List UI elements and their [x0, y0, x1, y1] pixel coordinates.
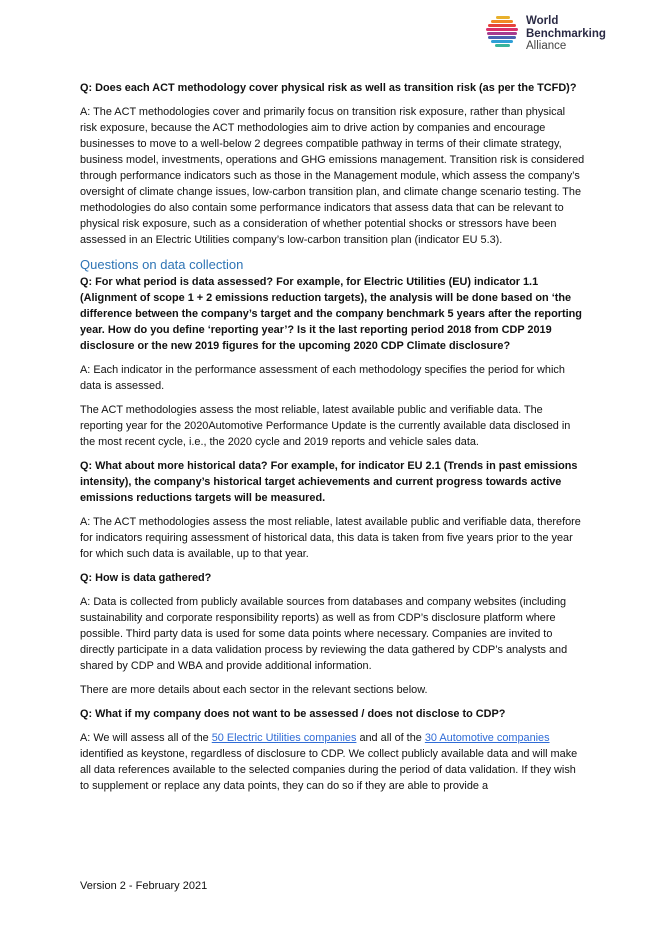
answer-data-gathered: A: Data is collected from publicly available sources from databases and company websites (including sustainability and corporate responsibility reports) as well as from CDP’s disclosure platform where possible. Third party data is used for some data points where necessary. Companies are invited to directly participate in a data validation process by reviewing the data gathered by CDP’s analysts and shared by CDP and WBA and provide additional information. — [80, 596, 568, 672]
link-automotive-companies[interactable]: 30 Automotive companies — [424, 732, 550, 744]
sector-details-note: There are more details about each sector in the relevant sections below. — [80, 684, 428, 696]
wba-logo — [486, 14, 626, 54]
question-physical-risk: Q: Does each ACT methodology cover physical risk as well as transition risk (as per the TCFD)? — [80, 82, 577, 94]
answer-text-start: A: We will assess all of the — [80, 732, 212, 744]
answer-physical-risk: A: The ACT methodologies cover and primarily focus on transition risk exposure, rather than physical risk exposure, because the ACT methodologies aim to drive action by companies and encourage businesses to move to a well-below 2 degrees compatible pathway in terms of their climate strategy, business model, investments, operations and GHG emissions management. Transition risk is considered through performance indicators such as those in the Management module, which assess the company’s oversight of climate change issues, low-carbon transition plan, and climate change scenario testing. The methodologies do also contain some performance indicators that assess data that can be relevant to physical risk exposure, such as a consideration of whether potential shocks or stressors have been assessed in an Electric Utilities company’s low-carbon transition plan (indicator EU 5.3). — [80, 106, 585, 246]
question-historical-data: Q: What about more historical data? For example, for indicator EU 2.1 (Trends in past emissions intensity), the company’s historical target achievements and current progress towards active emissions reductions targets will be measured. — [80, 460, 578, 504]
answer-text-end: identified as keystone, regardless of disclosure to CDP. We collect publicly available data and will make all data references available to the selected companies during the period of data validation. If they wish to supplement or replace any data points, they can do so if they are able to provide a — [80, 748, 578, 792]
logo-text-benchmarking: Benchmarking — [526, 27, 606, 40]
answer-historical-data: A: The ACT methodologies assess the most reliable, latest available public and verifiable data, therefore for indicators requiring assessment of historical data, this data is taken from five years prior to the year for which such data is available, up to that year. — [80, 516, 581, 560]
logo-text-alliance: Alliance — [526, 40, 567, 52]
question-period-assessed: Q: For what period is data assessed? For example, for Electric Utilities (EU) indicator 1.1 (Alignment of scope 1 + 2 emissions reduction targets), the analysis will be done based on ‘the difference between the company’s target and the company benchmark 5 years after the reporting year. How do you define ‘reporting year’? Is it the last reporting period 2018 from CDP 2019 disclosure or the new 2019 figures for the upcoming 2020 CDP Climate disclosure? — [80, 276, 582, 352]
link-electric-utilities-companies[interactable]: 50 Electric Utilities companies — [211, 732, 357, 744]
answer-text-middle: and all of the — [356, 732, 425, 744]
logo-text-world: World — [526, 15, 559, 27]
wba-logo-mark-icon — [486, 16, 522, 52]
question-data-gathered: Q: How is data gathered? — [80, 572, 212, 584]
answer-reporting-year: The ACT methodologies assess the most reliable, latest available public and verifiable data. The reporting year for the 2020Automotive Performance Update is the currently available data disclosed in the most recent cycle, i.e., the 2020 cycle and 2019 reports and vehicle sales data. — [80, 404, 571, 448]
answer-not-assessed — [80, 730, 585, 794]
question-not-assessed: Q: What if my company does not want to be assessed / does not disclose to CDP? — [80, 708, 506, 720]
section-heading-data-collection: Questions on data collection — [80, 257, 244, 272]
footer-version: Version 2 - February 2021 — [80, 880, 208, 892]
answer-period-assessed: A: Each indicator in the performance assessment of each methodology specifies the period for which data is assessed. — [80, 364, 565, 392]
document-body — [80, 80, 585, 802]
